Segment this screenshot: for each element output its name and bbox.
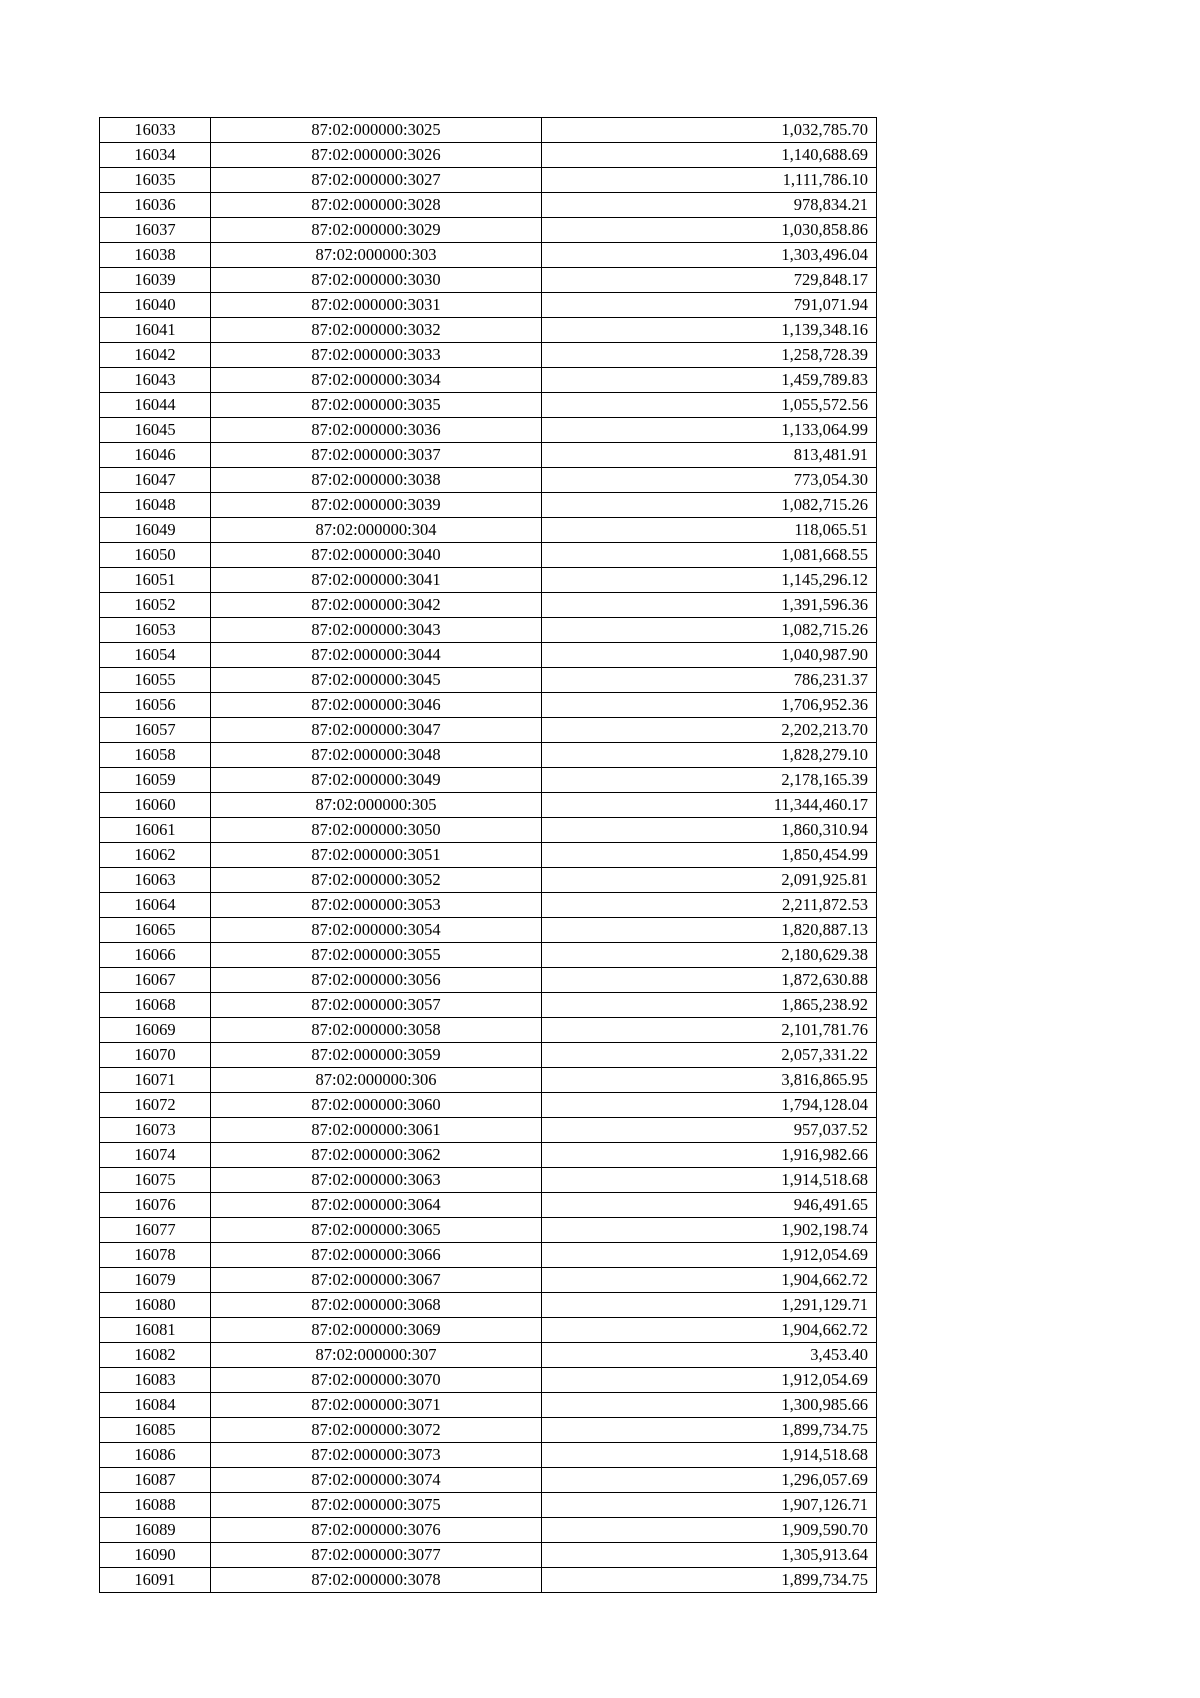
row-number-cell: 16064 bbox=[100, 893, 211, 918]
table-row bbox=[100, 318, 877, 343]
row-number-cell: 16081 bbox=[100, 1318, 211, 1343]
table-row bbox=[100, 418, 877, 443]
row-number-cell: 16060 bbox=[100, 793, 211, 818]
table-row bbox=[100, 1443, 877, 1468]
cadastral-number-cell: 87:02:000000:3075 bbox=[211, 1493, 542, 1518]
cadastral-number-cell: 87:02:000000:3025 bbox=[211, 118, 542, 143]
cadastral-number-cell: 87:02:000000:3046 bbox=[211, 693, 542, 718]
cadastral-number-cell: 87:02:000000:303 bbox=[211, 243, 542, 268]
row-number-cell: 16059 bbox=[100, 768, 211, 793]
value-cell: 1,850,454.99 bbox=[542, 843, 877, 868]
table-row bbox=[100, 1168, 877, 1193]
cadastral-number-cell: 87:02:000000:3069 bbox=[211, 1318, 542, 1343]
cadastral-number-cell: 87:02:000000:3040 bbox=[211, 543, 542, 568]
table-row bbox=[100, 593, 877, 618]
value-cell: 1,291,129.71 bbox=[542, 1293, 877, 1318]
value-cell: 1,907,126.71 bbox=[542, 1493, 877, 1518]
value-cell: 2,091,925.81 bbox=[542, 868, 877, 893]
value-cell: 1,904,662.72 bbox=[542, 1318, 877, 1343]
row-number-cell: 16067 bbox=[100, 968, 211, 993]
row-number-cell: 16080 bbox=[100, 1293, 211, 1318]
row-number-cell: 16038 bbox=[100, 243, 211, 268]
row-number-cell: 16052 bbox=[100, 593, 211, 618]
cadastral-number-cell: 87:02:000000:3071 bbox=[211, 1393, 542, 1418]
table-row bbox=[100, 143, 877, 168]
value-cell: 1,145,296.12 bbox=[542, 568, 877, 593]
row-number-cell: 16044 bbox=[100, 393, 211, 418]
row-number-cell: 16062 bbox=[100, 843, 211, 868]
cadastral-number-cell: 87:02:000000:3067 bbox=[211, 1268, 542, 1293]
value-cell: 957,037.52 bbox=[542, 1118, 877, 1143]
cadastral-number-cell: 87:02:000000:3028 bbox=[211, 193, 542, 218]
table-body bbox=[100, 118, 877, 1593]
row-number-cell: 16088 bbox=[100, 1493, 211, 1518]
table-row bbox=[100, 393, 877, 418]
table-row bbox=[100, 543, 877, 568]
table-row bbox=[100, 1543, 877, 1568]
cadastral-number-cell: 87:02:000000:3078 bbox=[211, 1568, 542, 1593]
table-row bbox=[100, 443, 877, 468]
table-row bbox=[100, 1343, 877, 1368]
table-row bbox=[100, 568, 877, 593]
row-number-cell: 16048 bbox=[100, 493, 211, 518]
table-row bbox=[100, 768, 877, 793]
table-row bbox=[100, 343, 877, 368]
row-number-cell: 16087 bbox=[100, 1468, 211, 1493]
cadastral-number-cell: 87:02:000000:3074 bbox=[211, 1468, 542, 1493]
row-number-cell: 16089 bbox=[100, 1518, 211, 1543]
cadastral-number-cell: 87:02:000000:3051 bbox=[211, 843, 542, 868]
row-number-cell: 16072 bbox=[100, 1093, 211, 1118]
row-number-cell: 16068 bbox=[100, 993, 211, 1018]
table-row bbox=[100, 993, 877, 1018]
value-cell: 1,305,913.64 bbox=[542, 1543, 877, 1568]
value-cell: 813,481.91 bbox=[542, 443, 877, 468]
cadastral-number-cell: 87:02:000000:3042 bbox=[211, 593, 542, 618]
value-cell: 3,816,865.95 bbox=[542, 1068, 877, 1093]
row-number-cell: 16041 bbox=[100, 318, 211, 343]
value-cell: 1,902,198.74 bbox=[542, 1218, 877, 1243]
row-number-cell: 16082 bbox=[100, 1343, 211, 1368]
cadastral-number-cell: 87:02:000000:3063 bbox=[211, 1168, 542, 1193]
row-number-cell: 16075 bbox=[100, 1168, 211, 1193]
row-number-cell: 16090 bbox=[100, 1543, 211, 1568]
value-cell: 1,139,348.16 bbox=[542, 318, 877, 343]
row-number-cell: 16043 bbox=[100, 368, 211, 393]
cadastral-number-cell: 87:02:000000:3053 bbox=[211, 893, 542, 918]
table-row bbox=[100, 368, 877, 393]
cadastral-number-cell: 87:02:000000:3059 bbox=[211, 1043, 542, 1068]
cadastral-number-cell: 87:02:000000:3041 bbox=[211, 568, 542, 593]
row-number-cell: 16079 bbox=[100, 1268, 211, 1293]
value-cell: 11,344,460.17 bbox=[542, 793, 877, 818]
cadastral-number-cell: 87:02:000000:3072 bbox=[211, 1418, 542, 1443]
table-row bbox=[100, 1468, 877, 1493]
table-row bbox=[100, 218, 877, 243]
row-number-cell: 16050 bbox=[100, 543, 211, 568]
row-number-cell: 16076 bbox=[100, 1193, 211, 1218]
cadastral-number-cell: 87:02:000000:3056 bbox=[211, 968, 542, 993]
cadastral-number-cell: 87:02:000000:3076 bbox=[211, 1518, 542, 1543]
row-number-cell: 16035 bbox=[100, 168, 211, 193]
table-row bbox=[100, 1118, 877, 1143]
value-cell: 2,178,165.39 bbox=[542, 768, 877, 793]
row-number-cell: 16073 bbox=[100, 1118, 211, 1143]
table-row bbox=[100, 1093, 877, 1118]
value-cell: 1,459,789.83 bbox=[542, 368, 877, 393]
row-number-cell: 16086 bbox=[100, 1443, 211, 1468]
row-number-cell: 16053 bbox=[100, 618, 211, 643]
row-number-cell: 16033 bbox=[100, 118, 211, 143]
table-row bbox=[100, 793, 877, 818]
cadastral-number-cell: 87:02:000000:3036 bbox=[211, 418, 542, 443]
table-row bbox=[100, 843, 877, 868]
table-row bbox=[100, 918, 877, 943]
table-row bbox=[100, 1218, 877, 1243]
table-row bbox=[100, 1418, 877, 1443]
row-number-cell: 16083 bbox=[100, 1368, 211, 1393]
table-row bbox=[100, 293, 877, 318]
row-number-cell: 16046 bbox=[100, 443, 211, 468]
table-row bbox=[100, 1568, 877, 1593]
table-row bbox=[100, 868, 877, 893]
row-number-cell: 16066 bbox=[100, 943, 211, 968]
table-row bbox=[100, 943, 877, 968]
cadastral-number-cell: 87:02:000000:3058 bbox=[211, 1018, 542, 1043]
row-number-cell: 16055 bbox=[100, 668, 211, 693]
value-cell: 1,860,310.94 bbox=[542, 818, 877, 843]
cadastral-number-cell: 87:02:000000:3057 bbox=[211, 993, 542, 1018]
value-cell: 1,820,887.13 bbox=[542, 918, 877, 943]
value-cell: 1,082,715.26 bbox=[542, 618, 877, 643]
cadastral-number-cell: 87:02:000000:3032 bbox=[211, 318, 542, 343]
cadastral-number-cell: 87:02:000000:3066 bbox=[211, 1243, 542, 1268]
row-number-cell: 16074 bbox=[100, 1143, 211, 1168]
value-cell: 1,055,572.56 bbox=[542, 393, 877, 418]
cadastral-number-cell: 87:02:000000:3034 bbox=[211, 368, 542, 393]
table-row bbox=[100, 1193, 877, 1218]
cadastral-number-cell: 87:02:000000:3043 bbox=[211, 618, 542, 643]
row-number-cell: 16057 bbox=[100, 718, 211, 743]
table-row bbox=[100, 1143, 877, 1168]
value-cell: 1,912,054.69 bbox=[542, 1368, 877, 1393]
table-row bbox=[100, 1043, 877, 1068]
value-cell: 2,202,213.70 bbox=[542, 718, 877, 743]
cadastral-number-cell: 87:02:000000:306 bbox=[211, 1068, 542, 1093]
table-row bbox=[100, 693, 877, 718]
cadastral-number-cell: 87:02:000000:3027 bbox=[211, 168, 542, 193]
value-cell: 2,101,781.76 bbox=[542, 1018, 877, 1043]
cadastral-number-cell: 87:02:000000:3039 bbox=[211, 493, 542, 518]
cadastral-number-cell: 87:02:000000:3029 bbox=[211, 218, 542, 243]
value-cell: 1,300,985.66 bbox=[542, 1393, 877, 1418]
row-number-cell: 16063 bbox=[100, 868, 211, 893]
row-number-cell: 16061 bbox=[100, 818, 211, 843]
cadastral-number-cell: 87:02:000000:3037 bbox=[211, 443, 542, 468]
table-row bbox=[100, 643, 877, 668]
table-row bbox=[100, 243, 877, 268]
table-row bbox=[100, 1493, 877, 1518]
table-row bbox=[100, 1518, 877, 1543]
table-row bbox=[100, 493, 877, 518]
row-number-cell: 16049 bbox=[100, 518, 211, 543]
table-row bbox=[100, 1368, 877, 1393]
value-cell: 3,453.40 bbox=[542, 1343, 877, 1368]
table-row bbox=[100, 668, 877, 693]
value-cell: 1,914,518.68 bbox=[542, 1168, 877, 1193]
value-cell: 118,065.51 bbox=[542, 518, 877, 543]
cadastral-number-cell: 87:02:000000:3044 bbox=[211, 643, 542, 668]
value-cell: 1,081,668.55 bbox=[542, 543, 877, 568]
cadastral-number-cell: 87:02:000000:3065 bbox=[211, 1218, 542, 1243]
table-row bbox=[100, 193, 877, 218]
value-cell: 946,491.65 bbox=[542, 1193, 877, 1218]
row-number-cell: 16039 bbox=[100, 268, 211, 293]
row-number-cell: 16051 bbox=[100, 568, 211, 593]
row-number-cell: 16034 bbox=[100, 143, 211, 168]
cadastral-number-cell: 87:02:000000:3070 bbox=[211, 1368, 542, 1393]
value-cell: 1,133,064.99 bbox=[542, 418, 877, 443]
value-cell: 1,082,715.26 bbox=[542, 493, 877, 518]
table-row bbox=[100, 1018, 877, 1043]
row-number-cell: 16054 bbox=[100, 643, 211, 668]
table-row bbox=[100, 518, 877, 543]
row-number-cell: 16078 bbox=[100, 1243, 211, 1268]
table-row bbox=[100, 618, 877, 643]
cadastral-number-cell: 87:02:000000:3060 bbox=[211, 1093, 542, 1118]
row-number-cell: 16065 bbox=[100, 918, 211, 943]
cadastral-number-cell: 87:02:000000:3031 bbox=[211, 293, 542, 318]
table-row bbox=[100, 818, 877, 843]
row-number-cell: 16045 bbox=[100, 418, 211, 443]
table-row bbox=[100, 118, 877, 143]
cadastral-number-cell: 87:02:000000:3050 bbox=[211, 818, 542, 843]
cadastral-number-cell: 87:02:000000:3062 bbox=[211, 1143, 542, 1168]
row-number-cell: 16085 bbox=[100, 1418, 211, 1443]
cadastral-number-cell: 87:02:000000:3033 bbox=[211, 343, 542, 368]
table-row bbox=[100, 268, 877, 293]
cadastral-number-cell: 87:02:000000:3030 bbox=[211, 268, 542, 293]
row-number-cell: 16071 bbox=[100, 1068, 211, 1093]
row-number-cell: 16037 bbox=[100, 218, 211, 243]
value-cell: 1,909,590.70 bbox=[542, 1518, 877, 1543]
table-row bbox=[100, 893, 877, 918]
value-cell: 786,231.37 bbox=[542, 668, 877, 693]
table-row bbox=[100, 1293, 877, 1318]
row-number-cell: 16091 bbox=[100, 1568, 211, 1593]
value-cell: 978,834.21 bbox=[542, 193, 877, 218]
row-number-cell: 16084 bbox=[100, 1393, 211, 1418]
row-number-cell: 16036 bbox=[100, 193, 211, 218]
table-row bbox=[100, 468, 877, 493]
row-number-cell: 16077 bbox=[100, 1218, 211, 1243]
value-cell: 1,706,952.36 bbox=[542, 693, 877, 718]
value-cell: 1,916,982.66 bbox=[542, 1143, 877, 1168]
table-row bbox=[100, 1243, 877, 1268]
cadastral-number-cell: 87:02:000000:3026 bbox=[211, 143, 542, 168]
cadastral-number-cell: 87:02:000000:3049 bbox=[211, 768, 542, 793]
cadastral-number-cell: 87:02:000000:3055 bbox=[211, 943, 542, 968]
value-cell: 1,828,279.10 bbox=[542, 743, 877, 768]
row-number-cell: 16069 bbox=[100, 1018, 211, 1043]
row-number-cell: 16040 bbox=[100, 293, 211, 318]
cadastral-number-cell: 87:02:000000:3064 bbox=[211, 1193, 542, 1218]
value-cell: 1,140,688.69 bbox=[542, 143, 877, 168]
value-cell: 1,040,987.90 bbox=[542, 643, 877, 668]
value-cell: 729,848.17 bbox=[542, 268, 877, 293]
cadastral-number-cell: 87:02:000000:3038 bbox=[211, 468, 542, 493]
table-row bbox=[100, 1068, 877, 1093]
cadastral-number-cell: 87:02:000000:3061 bbox=[211, 1118, 542, 1143]
cadastral-number-cell: 87:02:000000:3054 bbox=[211, 918, 542, 943]
value-cell: 773,054.30 bbox=[542, 468, 877, 493]
value-cell: 1,303,496.04 bbox=[542, 243, 877, 268]
table-row bbox=[100, 968, 877, 993]
row-number-cell: 16070 bbox=[100, 1043, 211, 1068]
value-cell: 1,865,238.92 bbox=[542, 993, 877, 1018]
table-row bbox=[100, 1268, 877, 1293]
value-cell: 1,912,054.69 bbox=[542, 1243, 877, 1268]
value-cell: 1,030,858.86 bbox=[542, 218, 877, 243]
cadastral-number-cell: 87:02:000000:305 bbox=[211, 793, 542, 818]
table-row bbox=[100, 1318, 877, 1343]
row-number-cell: 16042 bbox=[100, 343, 211, 368]
value-cell: 2,180,629.38 bbox=[542, 943, 877, 968]
table-row bbox=[100, 718, 877, 743]
row-number-cell: 16047 bbox=[100, 468, 211, 493]
value-cell: 1,872,630.88 bbox=[542, 968, 877, 993]
value-cell: 1,296,057.69 bbox=[542, 1468, 877, 1493]
cadastral-number-cell: 87:02:000000:307 bbox=[211, 1343, 542, 1368]
cadastral-number-cell: 87:02:000000:3073 bbox=[211, 1443, 542, 1468]
value-cell: 2,057,331.22 bbox=[542, 1043, 877, 1068]
value-cell: 1,899,734.75 bbox=[542, 1418, 877, 1443]
value-cell: 1,032,785.70 bbox=[542, 118, 877, 143]
value-cell: 1,794,128.04 bbox=[542, 1093, 877, 1118]
table-row bbox=[100, 1393, 877, 1418]
row-number-cell: 16056 bbox=[100, 693, 211, 718]
table-row bbox=[100, 168, 877, 193]
value-cell: 1,111,786.10 bbox=[542, 168, 877, 193]
table-row bbox=[100, 743, 877, 768]
cadastral-number-cell: 87:02:000000:3035 bbox=[211, 393, 542, 418]
value-cell: 1,391,596.36 bbox=[542, 593, 877, 618]
value-cell: 1,258,728.39 bbox=[542, 343, 877, 368]
cadastral-number-cell: 87:02:000000:304 bbox=[211, 518, 542, 543]
cadastral-number-cell: 87:02:000000:3047 bbox=[211, 718, 542, 743]
value-cell: 1,904,662.72 bbox=[542, 1268, 877, 1293]
value-cell: 1,899,734.75 bbox=[542, 1568, 877, 1593]
value-cell: 791,071.94 bbox=[542, 293, 877, 318]
cadastral-number-cell: 87:02:000000:3068 bbox=[211, 1293, 542, 1318]
cadastral-number-cell: 87:02:000000:3045 bbox=[211, 668, 542, 693]
value-cell: 1,914,518.68 bbox=[542, 1443, 877, 1468]
cadastral-number-cell: 87:02:000000:3048 bbox=[211, 743, 542, 768]
row-number-cell: 16058 bbox=[100, 743, 211, 768]
cadastral-number-cell: 87:02:000000:3052 bbox=[211, 868, 542, 893]
cadastral-number-cell: 87:02:000000:3077 bbox=[211, 1543, 542, 1568]
value-cell: 2,211,872.53 bbox=[542, 893, 877, 918]
cadastral-value-table bbox=[99, 117, 877, 1593]
